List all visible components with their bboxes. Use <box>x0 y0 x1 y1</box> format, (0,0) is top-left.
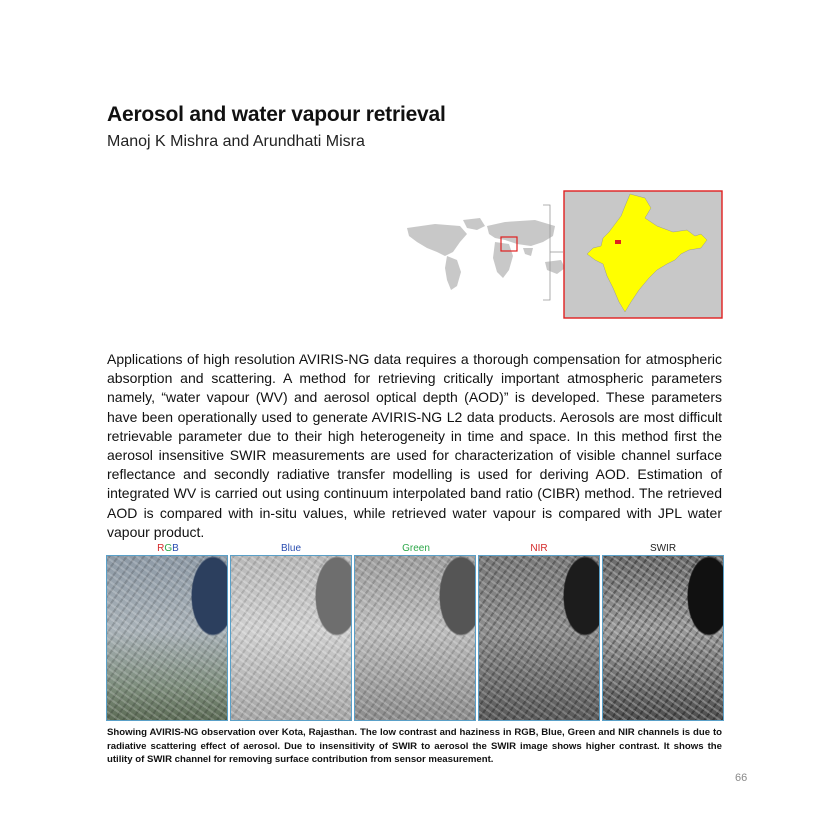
blue-band-image <box>230 555 352 721</box>
nir-band-image <box>478 555 600 721</box>
page-number: 66 <box>735 772 748 784</box>
india-inset-map <box>564 191 722 318</box>
world-map <box>407 218 565 290</box>
swir-band-image <box>602 555 724 721</box>
band-label-nir: NIR <box>530 543 548 554</box>
green-band-image <box>354 555 476 721</box>
india-highlight-box <box>615 240 621 244</box>
rgb-band-image <box>106 555 228 721</box>
location-map <box>405 190 725 320</box>
page-title: Aerosol and water vapour retrieval <box>107 103 446 126</box>
band-label-swir: SWIR <box>649 543 677 554</box>
band-label-green: Green <box>402 543 430 554</box>
band-label-rgb: RGB <box>157 543 179 554</box>
band-image-strip <box>106 543 722 721</box>
figure-caption: Showing AVIRIS-NG observation over Kota, Rajasthan. The low contrast and haziness in RGB, Blue, Green and NIR channels is due to radiative scattering effect of aerosol. Due to insensitivity of SWIR to aerosol the SWIR image shows higher contrast. It shows the utility of SWIR channel for removing surface contribution from sensor measurement. <box>107 727 722 765</box>
band-label-blue: Blue <box>280 543 301 554</box>
body-paragraph: Applications of high resolution AVIRIS-NG data requires a thorough compensation for atmospheric absorption and scattering. A method for retrieving critically important atmospheric parameters namely, “water vapour (WV) and aerosol optical depth (AOD)” is developed. These parameters have been operationally used to generate AVIRIS-NG L2 data products. Aerosols are most difficult retrievable parameter due to their high heterogeneity in time and space. In this method first the aerosol insensitive SWIR measurements are used for characterization of visible channel surface reflectance and secondly radiative transfer modelling is used for deriving AOD. Estimation of integrated WV is carried out using continuum interpolated band ratio (CIBR) method. The retrieved AOD is compared with in-situ values, while retrieved water vapour is compared with JPL water vapour product. <box>107 351 722 540</box>
authors: Manoj K Mishra and Arundhati Misra <box>107 133 365 150</box>
